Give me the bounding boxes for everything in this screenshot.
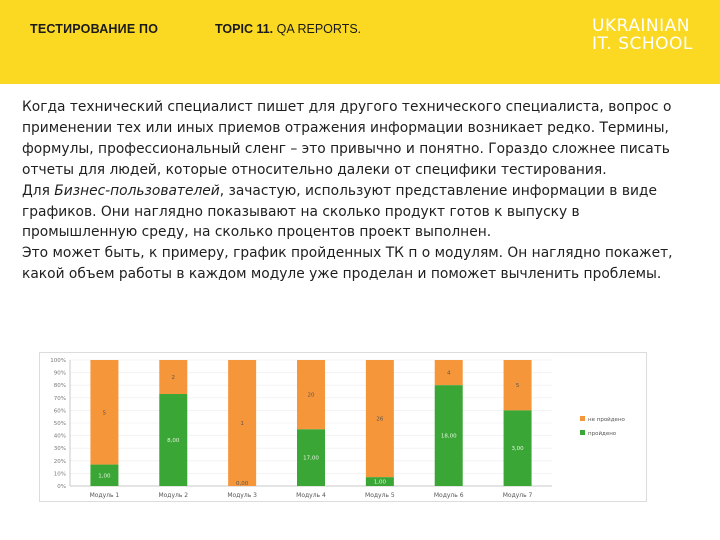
y-tick-label: 80% [53,383,66,390]
y-tick-label: 20% [53,458,66,465]
topic-title [215,22,361,36]
data-label-not-passed: 26 [376,416,384,423]
test-progress-chart [39,352,647,502]
x-tick-label: Модуль 3 [227,492,257,499]
y-tick-label: 100% [50,358,66,364]
legend-label: не пройдено [588,417,625,423]
logo-line-2: IT. SCHOOL [592,34,693,54]
y-tick-label: 50% [53,421,66,427]
course-title: ТЕСТИРОВАНИЕ ПО [30,22,159,36]
y-tick-label: 40% [53,433,66,440]
data-label-passed: 3,00 [511,446,524,453]
chart-svg [40,353,648,503]
x-tick-label: Модуль 4 [296,492,326,499]
paragraph-business-post: , зачастую, используют представление информации в виде графиков. Они наглядно показывают на сколько продукт готов к выпуску в промышленную среду, на сколько процентов проект выполнен. [22,182,657,241]
y-tick-label: 0% [57,484,66,490]
data-label-passed: 1,00 [373,479,386,486]
legend-swatch [580,430,585,435]
x-tick-label: Модуль 6 [433,492,464,499]
data-label-passed: 18,00 [440,433,457,440]
data-label-not-passed: 4 [446,370,451,377]
data-label-passed: 0,00 [236,481,249,487]
x-tick-label: Модуль 1 [89,492,120,499]
data-label-not-passed: 2 [171,375,176,382]
paragraph-business [22,181,692,244]
header-banner [0,0,720,84]
school-logo [592,17,693,53]
y-tick-label: 30% [53,446,66,453]
topic-label: TOPIC 11. [215,22,274,36]
y-tick-label: 90% [53,370,66,377]
y-tick-label: 60% [53,408,66,415]
x-tick-label: Модуль 2 [158,492,189,499]
logo-line-1: UKRAINIAN [592,16,690,36]
data-label-passed: 17,00 [303,455,319,462]
x-tick-label: Модуль 5 [365,492,395,499]
data-label-passed: 1,00 [98,473,111,480]
y-tick-label: 70% [53,395,66,402]
paragraph-intro: Когда технический специалист пишет для другого технического специалиста, вопрос о применении тех или иных приемов отражения информации возникает редко. Термины, формулы, профессиональный сленг – это привычно и понятно. Гораздо сложнее писать отчеты для людей, которые относительно далеки от специфики тестирования. [22,99,672,178]
legend-label: пройдено [588,431,617,437]
data-label-not-passed: 5 [515,383,520,390]
paragraph-example: Это может быть, к примеру, график пройденных ТК п о модулям. Он наглядно покажет, какой объем работы в каждом модуле уже проделан и поможет вычленить проблемы. [22,245,673,283]
y-tick-label: 10% [53,471,66,478]
business-users-term: Бизнес-пользователей [54,182,220,199]
slide-body [22,97,692,285]
x-tick-label: Модуль 7 [502,492,533,499]
data-label-not-passed: 1 [240,421,244,427]
data-label-not-passed: 20 [307,392,315,399]
topic-name: QA REPORTS. [276,22,362,36]
data-label-not-passed: 5 [102,410,107,417]
data-label-passed: 8,00 [167,438,180,445]
legend-swatch [580,416,585,421]
paragraph-business-pre: Для [22,182,55,199]
